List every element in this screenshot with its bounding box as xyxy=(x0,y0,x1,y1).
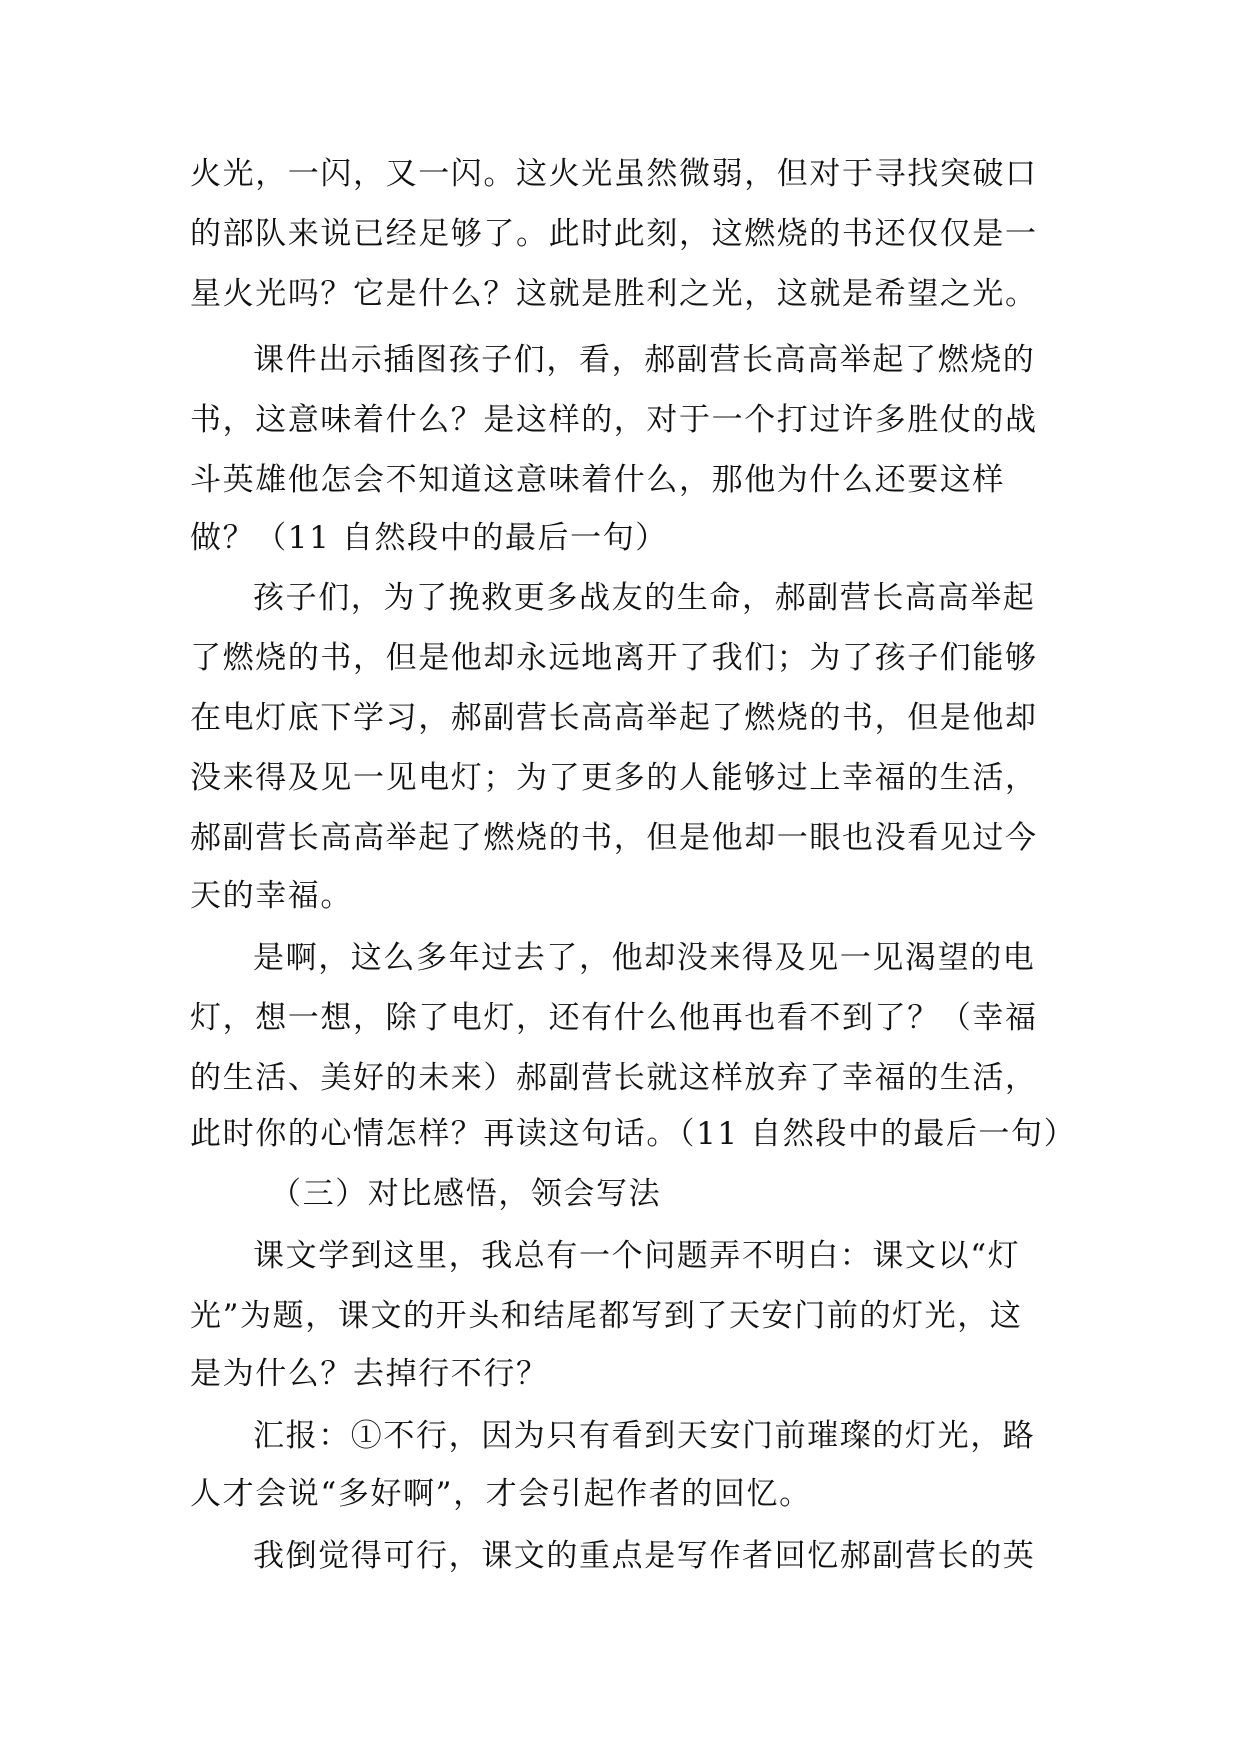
section-heading: （三）对比感悟，领会写法 xyxy=(270,1176,662,1212)
text-line: 的生活、美好的未来）郝副营长就这样放弃了幸福的生活， xyxy=(190,1060,1038,1096)
text-line: 了燃烧的书，但是他却永远地离开了我们；为了孩子们能够 xyxy=(190,640,1038,676)
paragraph-first-line: 孩子们，为了挽救更多战友的生命，郝副营长高高举起 xyxy=(253,580,1036,616)
text-line: 光”为题，课文的开头和结尾都写到了天安门前的灯光，这 xyxy=(190,1298,1023,1334)
paragraph-first-line: 我倒觉得可行，课文的重点是写作者回忆郝副营长的英 xyxy=(253,1538,1036,1574)
text-line: 火光，一闪，又一闪。这火光虽然微弱，但对于寻找突破口 xyxy=(190,156,1038,192)
text-line: 的部队来说已经足够了。此时此刻，这燃烧的书还仅仅是一 xyxy=(190,216,1038,252)
paragraph-first-line: 是啊，这么多年过去了，他却没来得及见一见渴望的电 xyxy=(253,940,1036,976)
text-line: 没来得及见一见电灯；为了更多的人能够过上幸福的生活， xyxy=(190,760,1038,796)
text-line: 此时你的心情怎样？再读这句话。（11 自然段中的最后一句） xyxy=(190,1116,1077,1152)
text-line: 天的幸福。 xyxy=(190,878,353,914)
text-line: 书，这意味着什么？是这样的，对于一个打过许多胜仗的战 xyxy=(190,402,1038,438)
paragraph-first-line: 汇报：①不行，因为只有看到天安门前璀璨的灯光，路 xyxy=(253,1418,1036,1454)
text-line: 斗英雄他怎会不知道这意味着什么，那他为什么还要这样 xyxy=(190,462,1005,498)
text-line: 是为什么？去掉行不行？ xyxy=(190,1356,549,1392)
text-line: 人才会说“多好啊”，才会引起作者的回忆。 xyxy=(190,1476,812,1512)
text-line: 在电灯底下学习，郝副营长高高举起了燃烧的书，但是他却 xyxy=(190,700,1038,736)
text-line: 星火光吗？它是什么？这就是胜利之光，这就是希望之光。 xyxy=(190,276,1038,312)
text-line: 做？（11 自然段中的最后一句） xyxy=(190,520,668,556)
text-line: 灯，想一想，除了电灯，还有什么他再也看不到了？（幸福 xyxy=(190,1000,1038,1036)
paragraph-first-line: 课文学到这里，我总有一个问题弄不明白：课文以“灯 xyxy=(253,1238,1021,1274)
text-line: 郝副营长高高举起了燃烧的书，但是他却一眼也没看见过今 xyxy=(190,820,1038,856)
paragraph-first-line: 课件出示插图孩子们，看，郝副营长高高举起了燃烧的 xyxy=(253,342,1036,378)
